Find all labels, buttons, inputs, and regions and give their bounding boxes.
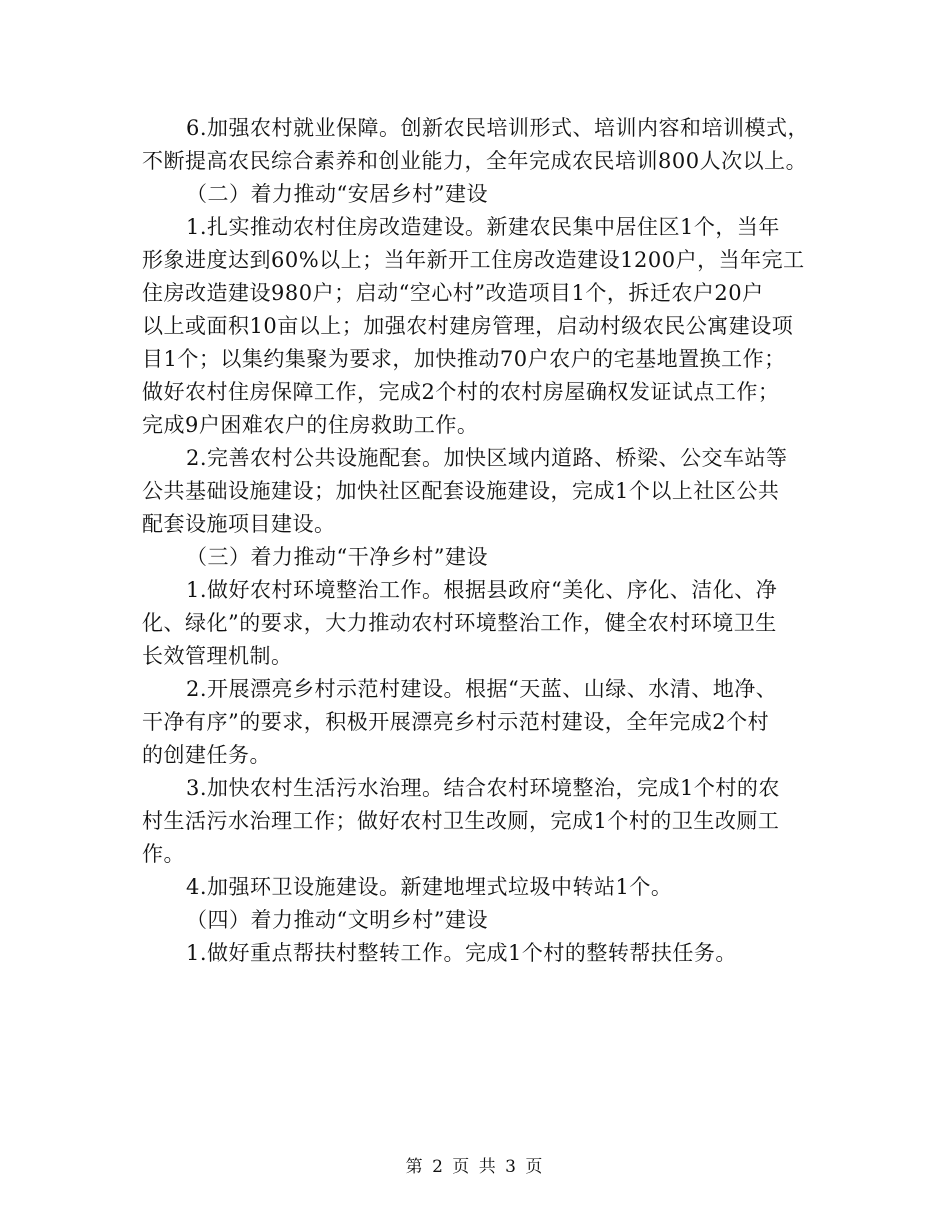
text-line: 1.扎实推动农村住房改造建设。新建农民集中居住区1个，当年 (186, 215, 780, 239)
text-line: 1.做好农村环境整治工作。根据县政府“美化、序化、洁化、净 (186, 578, 778, 602)
page-footer: 第 2 页 共 3 页 (405, 1157, 545, 1177)
text-line: 的创建任务。 (142, 743, 271, 767)
text-line: （三）着力推动“干净乡村”建设 (186, 545, 488, 569)
text-line: 6.加强农村就业保障。创新农民培训形式、培训内容和培训模式， (186, 116, 810, 140)
text-line: （四）着力推动“文明乡村”建设 (186, 908, 488, 932)
text-line: 目1个；以集约集聚为要求，加快推动70户农户的宅基地置换工作； (142, 347, 786, 371)
text-line: 做好农村住房保障工作，完成2个村的农村房屋确权发证试点工作； (142, 380, 780, 404)
text-line: 完成9户困难农户的住房救助工作。 (142, 413, 479, 437)
text-line: 2.完善农村公共设施配套。加快区域内道路、桥梁、公交车站等 (186, 446, 788, 470)
text-line: 住房改造建设980户；启动“空心村”改造项目1个，拆迁农户20户 (142, 281, 764, 305)
text-line: 化、绿化”的要求，大力推动农村环境整治工作，健全农村环境卫生 (142, 611, 777, 635)
text-line: 2.开展漂亮乡村示范村建设。根据“天蓝、山绿、水清、地净、 (186, 677, 778, 701)
text-line: 1.做好重点帮扶村整转工作。完成1个村的整转帮扶任务。 (186, 941, 737, 965)
text-line: 村生活污水治理工作；做好农村卫生改厕，完成1个村的卫生改厕工 (142, 809, 780, 833)
document-body (142, 112, 810, 970)
text-line: 3.加快农村生活污水治理。结合农村环境整治，完成1个村的农 (186, 776, 780, 800)
text-line: 长效管理机制。 (142, 644, 293, 668)
text-line: 4.加强环卫设施建设。新建地埋式垃圾中转站1个。 (186, 875, 673, 899)
text-line: 配套设施项目建设。 (142, 512, 336, 536)
text-line: 作。 (142, 842, 185, 866)
text-line: 形象进度达到60%以上；当年新开工住房改造建设1200户，当年完工 (142, 248, 805, 272)
text-line: 不断提高农民综合素养和创业能力，全年完成农民培训800人次以上。 (142, 149, 808, 173)
text-line: 干净有序”的要求，积极开展漂亮乡村示范村建设，全年完成2个村 (142, 710, 770, 734)
text-line: 以上或面积10亩以上；加强农村建房管理，启动村级农民公寓建设项 (142, 314, 794, 338)
text-line: 公共基础设施建设；加快社区配套设施建设，完成1个以上社区公共 (142, 479, 780, 503)
text-line: （二）着力推动“安居乡村”建设 (186, 182, 488, 206)
